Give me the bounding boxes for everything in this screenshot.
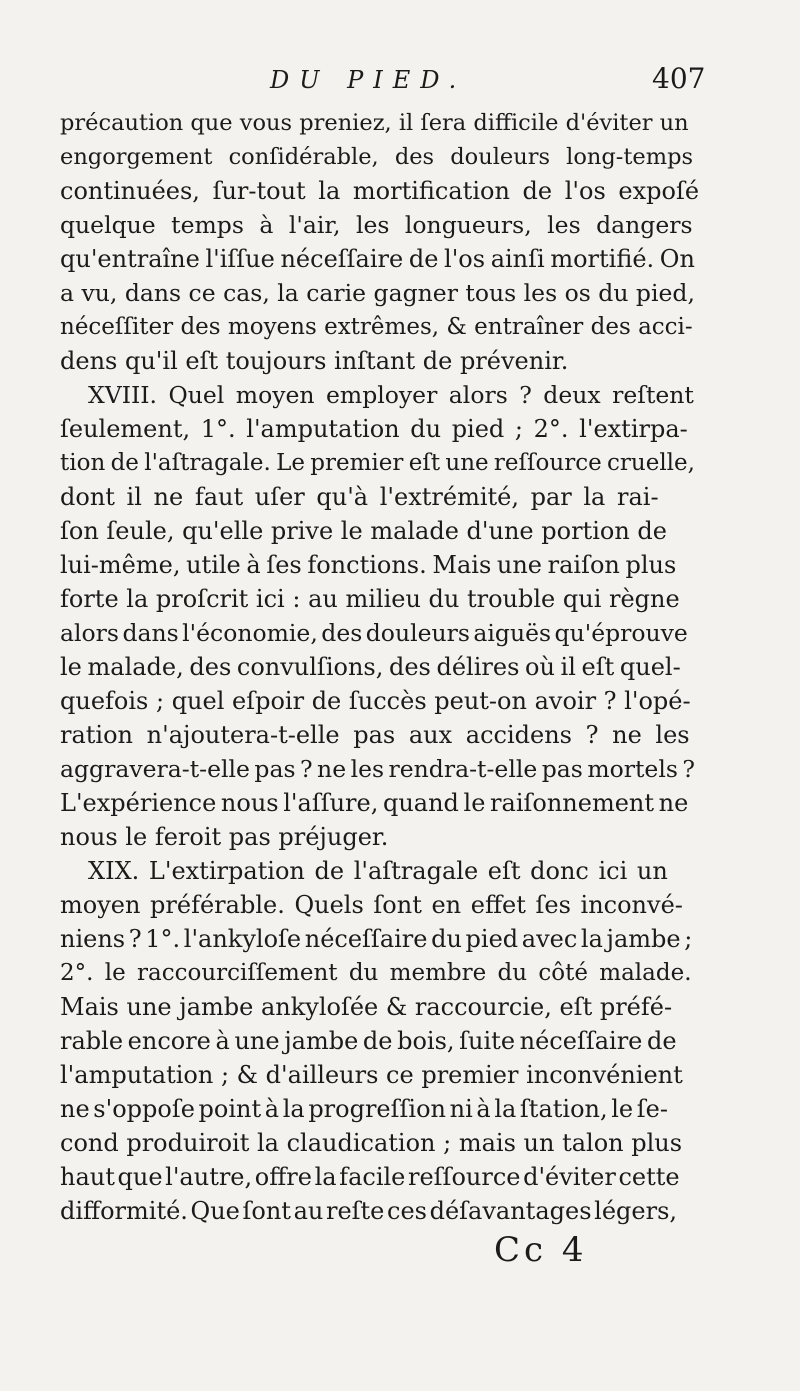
text-line: quefois ; quel eſpoir de ſuccès peut-on avoir ? l'opé- <box>60 687 691 715</box>
text-line: quelque temps à l'air, les longueurs, les dangers <box>60 211 693 239</box>
text-line: Mais une jambe ankyloſée & raccourcie, eſt préfé- <box>60 993 673 1021</box>
text-line: alors dans l'économie, des douleurs aiguës qu'éprouve <box>60 619 688 647</box>
text-line: aggravera-t-elle pas ? ne les rendra-t-elle pas mortels ? <box>60 755 695 783</box>
text-line: rable encore à une jambe de bois, ſuite néceſſaire de <box>60 1027 677 1055</box>
text-line: dens qu'il eſt toujours inſtant de prévenir. <box>60 347 569 375</box>
text-line: engorgement conſidérable, des douleurs long-temps <box>60 144 694 170</box>
text-line: ſon ſeule, qu'elle prive le malade d'une portion de <box>60 517 667 545</box>
text-line: le malade, des convulſions, des délires où il eſt quel- <box>60 653 681 681</box>
text-line: cond produiroit la claudication ; mais un talon plus <box>60 1129 683 1157</box>
text-line: nous le feroit pas préjuger. <box>60 823 389 851</box>
body-text <box>60 106 700 1228</box>
text-line: ne s'oppoſe point à la progreſſion ni à la ſtation, le ſe- <box>60 1095 668 1123</box>
text-line: ſeulement, 1°. l'amputation du pied ; 2°. l'extirpa- <box>60 415 688 443</box>
text-line: haut que l'autre, offre la facile reſſource d'éviter cette <box>60 1163 680 1191</box>
page-number: 407 <box>652 62 706 95</box>
text-line: tion de l'aſtragale. Le premier eſt une reſſource cruelle, <box>60 450 695 476</box>
text-line: 2°. le raccourciſſement du membre du côté malade. <box>60 960 692 986</box>
text-line: lui-même, utile à ſes fonctions. Mais une raiſon plus <box>60 551 677 579</box>
text-line: néceſſiter des moyens extrêmes, & entraîner des acci- <box>60 314 693 340</box>
text-line: a vu, dans ce cas, la carie gagner tous les os du pied, <box>60 279 695 307</box>
text-line: ration n'ajoutera-t-elle pas aux accidens ? ne les <box>60 721 690 749</box>
signature-mark: Cc 4 <box>494 1230 588 1270</box>
text-line: difformité. Que ſont au reſte ces déſavantages légers, <box>60 1197 678 1225</box>
text-line: l'amputation ; & d'ailleurs ce premier inconvénient <box>60 1061 683 1089</box>
text-line: L'expérience nous l'aſſure, quand le raiſonnement ne <box>60 789 689 817</box>
text-line: continuées, ſur-tout la mortification de l'os expoſé <box>60 177 700 205</box>
text-line: moyen préférable. Quels ſont en effet ſes inconvé- <box>60 891 683 919</box>
paragraph-start-xix: XIX. L'extirpation de l'aſtragale eſt donc ici un <box>88 857 668 885</box>
text-line: dont il ne faut uſer qu'à l'extrémité, par la rai- <box>60 483 659 511</box>
text-line: forte la proſcrit ici : au milieu du trouble qui règne <box>60 585 680 613</box>
text-line: niens ? 1°. l'ankyloſe néceſſaire du pied avec la jambe ; <box>60 925 693 953</box>
paragraph-start-xviii: XVIII. Quel moyen employer alors ? deux reſtent <box>88 381 694 409</box>
text-line: qu'entraîne l'iſſue néceſſaire de l'os ainſi mortifié. On <box>60 245 695 273</box>
text-line: précaution que vous preniez, il ſera difficile d'éviter un <box>60 110 689 136</box>
running-head: DU PIED. <box>270 66 467 94</box>
